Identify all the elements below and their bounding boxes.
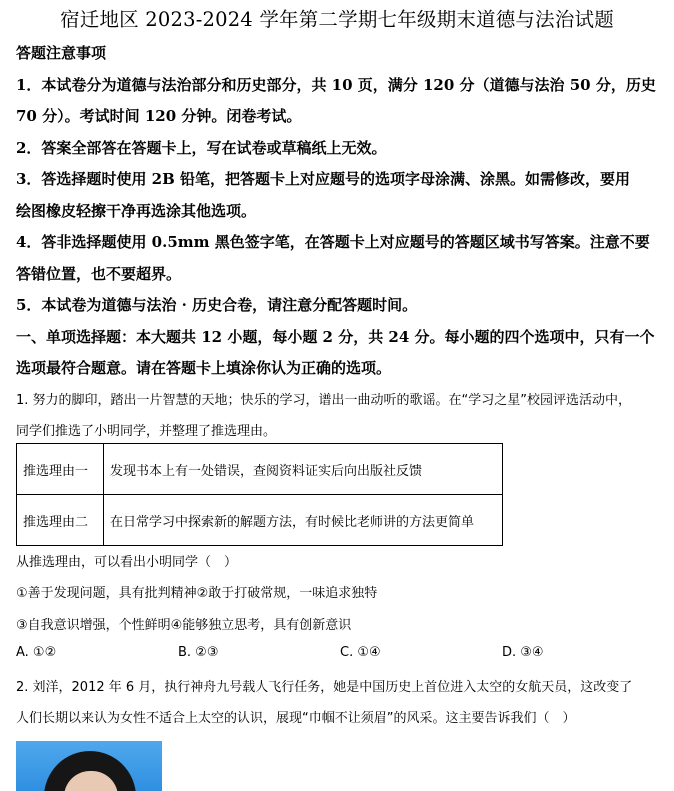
q2-stem-line-2: 人们长期以来认为女性不适合上太空的认识，展现“巾帼不让须眉”的风采。这主要告诉我们（ ） [16,711,576,726]
table-row [17,444,503,495]
reason-text: 在日常学习中探索新的解题方法，有时候比老师讲的方法更简单 [104,495,503,546]
q1-option-d: D. ③④ [502,645,544,660]
notice-line-5: 5．本试卷为道德与法治 · 历史合卷，请注意分配答题时间。 [16,296,418,314]
q1-option-b: B. ②③ [178,645,219,660]
notice-line-4b: 答错位置，也不要超界。 [16,265,182,283]
q1-question: 从推选理由，可以看出小明同学（ ） [16,555,238,570]
q1-option-c: C. ①④ [340,645,381,660]
notice-line-1b: 70 分）。考试时间 120 分钟。闭卷考试。 [16,107,302,125]
q2-stem-line-1: 2. 刘洋，2012 年 6 月，执行神舟九号载人飞行任务，她是中国历史上首位进入太空的女航天员，这改变了 [16,680,633,695]
page-title: 宿迁地区 2023-2024 学年第二学期七年级期末道德与法治试题 [60,8,614,31]
reason-label: 推选理由二 [17,495,104,546]
notice-line-1a: 1．本试卷分为道德与法治部分和历史部分，共 10 页，满分 120 分（道德与法治 50 分，历史 [16,76,656,94]
reason-label: 推选理由一 [17,444,104,495]
notice-line-2: 2．答案全部答在答题卡上，写在试卷或草稿纸上无效。 [16,139,387,157]
q1-option-a: A. ①② [16,645,57,660]
astronaut-photo [16,741,162,791]
reason-text: 发现书本上有一处错误，查阅资料证实后向出版社反馈 [104,444,503,495]
notice-line-4a: 4．答非选择题使用 0.5mm 黑色签字笔，在答题卡上对应题号的答题区域书写答案。注意不要 [16,233,650,251]
notice-line-3b: 绘图橡皮轻擦干净再选涂其他选项。 [16,202,257,220]
table-row [17,495,503,546]
q1-statements-line-1: ①善于发现问题，具有批判精神②敢于打破常规，一味追求独特 [16,586,378,601]
q1-statements-line-2: ③自我意识增强，个性鲜明④能够独立思考，具有创新意识 [16,618,352,633]
section-heading-line-2: 选项最符合题意。请在答题卡上填涂你认为正确的选项。 [16,359,392,377]
notice-line-3a: 3．答选择题时使用 2B 铅笔，把答题卡上对应题号的选项字母涂满、涂黑。如需修改，要用 [16,170,631,188]
q1-stem-line-1: 1. 努力的脚印，踏出一片智慧的天地；快乐的学习，谱出一曲动听的歌谣。在“学习之星”校园评选活动中， [16,393,632,408]
notice-heading: 答题注意事项 [16,44,107,62]
reasons-table [16,443,503,546]
section-heading-line-1: 一、单项选择题：本大题共 12 小题，每小题 2 分，共 24 分。每小题的四个选项中，只有一个 [16,328,655,346]
q1-stem-line-2: 同学们推选了小明同学，并整理了推选理由。 [16,424,277,439]
